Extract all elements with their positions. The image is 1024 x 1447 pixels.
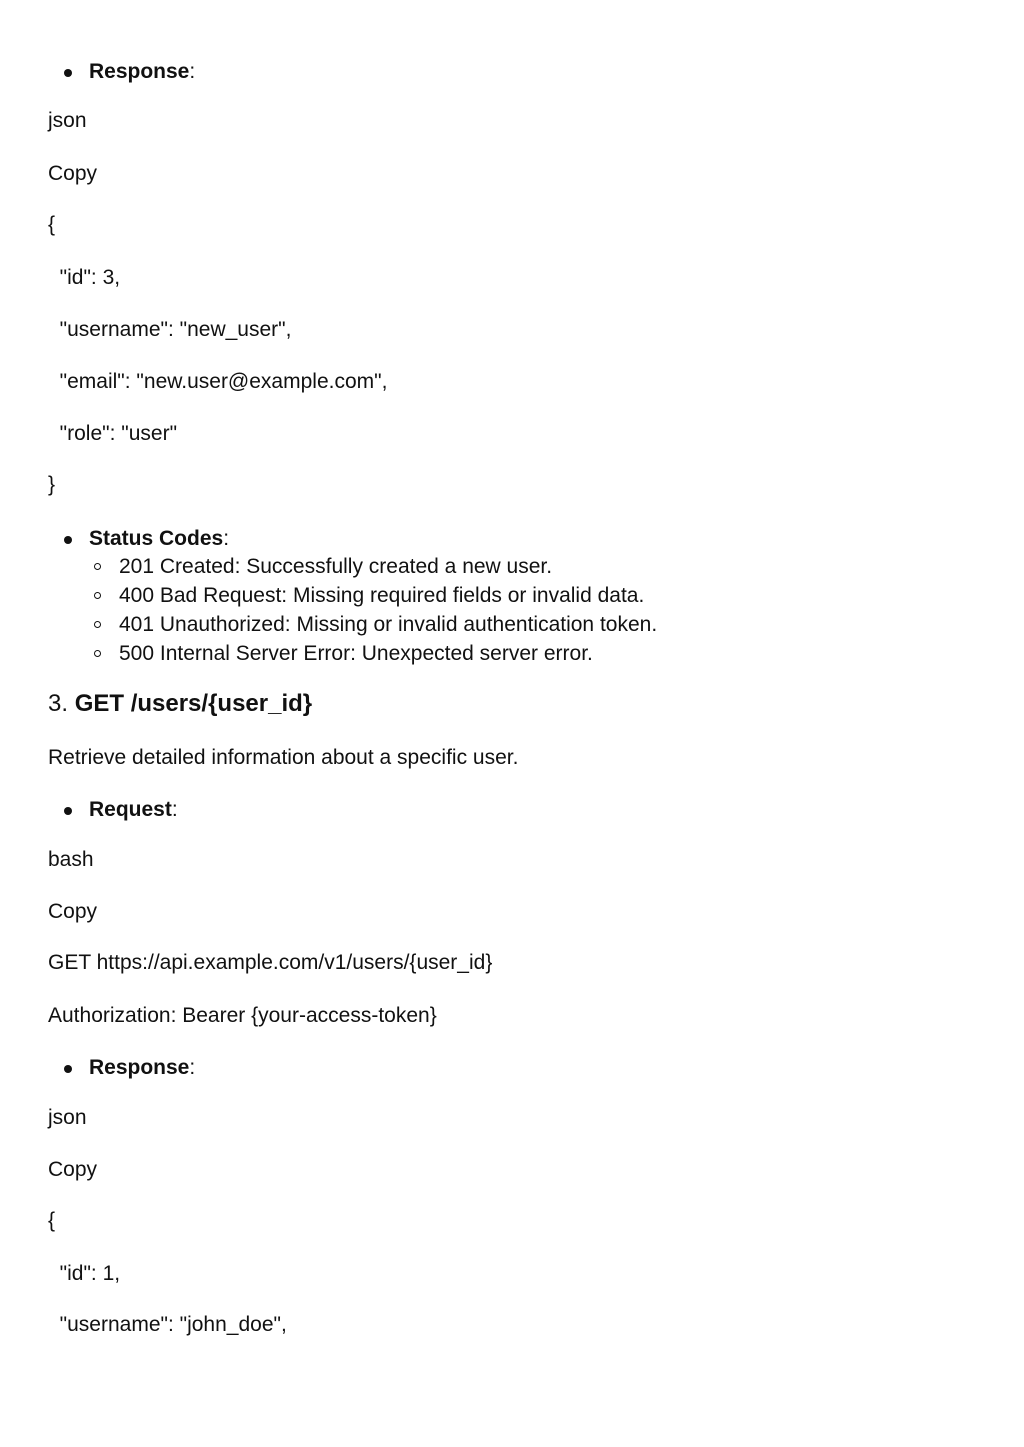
copy-button[interactable]: Copy <box>48 162 98 185</box>
code-line: "email": "new.user@example.com", <box>48 370 388 393</box>
status-code-item: 401 Unauthorized: Missing or invalid authentication token. <box>119 611 657 639</box>
response-label: Response <box>89 1056 190 1079</box>
code-language-label: json <box>48 1106 87 1129</box>
code-line: { <box>48 213 56 236</box>
status-codes-bullet <box>89 525 229 553</box>
code-line: "id": 1, <box>48 1262 121 1285</box>
code-line: "role": "user" <box>48 422 178 445</box>
response-suffix: : <box>189 1056 196 1079</box>
copy-button[interactable]: Copy <box>48 900 98 923</box>
response-bullet <box>89 58 195 86</box>
response-suffix: : <box>189 60 196 83</box>
request-label: Request <box>89 798 172 821</box>
request-suffix: : <box>171 798 178 821</box>
code-line: } <box>48 473 56 496</box>
request-bullet <box>89 796 178 824</box>
status-code-item: 201 Created: Successfully created a new user. <box>119 553 552 581</box>
code-line: "username": "new_user", <box>48 318 292 341</box>
section-heading <box>48 689 312 719</box>
code-line: "id": 3, <box>48 266 121 289</box>
section-description: Retrieve detailed information about a specific user. <box>48 746 519 769</box>
status-code-item: 500 Internal Server Error: Unexpected server error. <box>119 640 593 668</box>
code-language-label: bash <box>48 848 94 871</box>
response-label: Response <box>89 60 190 83</box>
copy-button[interactable]: Copy <box>48 1158 98 1181</box>
status-codes-label: Status Codes <box>89 527 224 550</box>
code-language-label: json <box>48 109 87 132</box>
status-codes-suffix: : <box>223 527 230 550</box>
section-title: GET /users/{user_id} <box>74 690 313 717</box>
code-line: Authorization: Bearer {your-access-token} <box>48 1004 437 1027</box>
code-line: GET https://api.example.com/v1/users/{user_id} <box>48 951 493 974</box>
response-bullet <box>89 1054 195 1082</box>
code-line: { <box>48 1209 56 1232</box>
section-number: 3. <box>48 690 75 717</box>
code-line: "username": "john_doe", <box>48 1313 287 1336</box>
status-code-item: 400 Bad Request: Missing required fields or invalid data. <box>119 582 644 610</box>
